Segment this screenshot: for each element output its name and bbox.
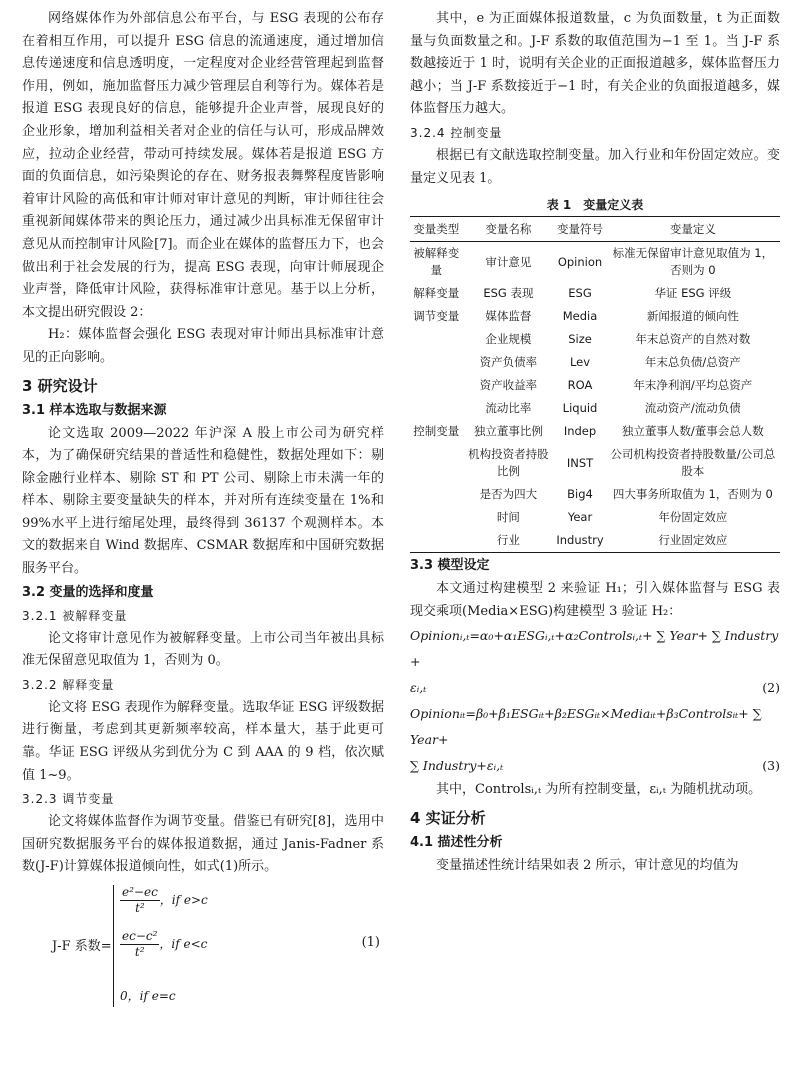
table-cell-name: 机构投资者持股比例 — [468, 447, 549, 479]
equation-3: Opinionᵢₜ=β₀+β₁ESGᵢₜ+β₂ESGᵢₜ×Mediaᵢₜ+β₃Controlsᵢₜ+ ∑ Year+ ∑ Industry+εᵢ,ₜ (3) — [410, 701, 780, 779]
paragraph-dependent: 论文将审计意见作为被解释变量。上市公司当年被出具标准无保留意见取值为 1，否则为 0。 — [22, 630, 384, 669]
table-cell-name: 时间 — [496, 510, 520, 525]
table-cell-symbol: Year — [567, 510, 593, 525]
table-cell-name: 是否为四大 — [479, 487, 538, 502]
table-cell-type: 控制变量 — [413, 424, 460, 439]
table-cell-def: 新闻报道的倾向性 — [646, 309, 739, 324]
table-cell-type: 解释变量 — [413, 286, 460, 301]
variable-definition-table — [410, 216, 780, 553]
subsection-heading-model: 3.3 模型设定 — [410, 558, 490, 574]
formula-case-2: $\frac{\text{ec−c²}}{\text{t²}}$ ，if e<c — [122, 929, 208, 959]
subsubsection-heading-moderator: 3.2.3 调节变量 — [22, 792, 115, 807]
table-cell-def: 年份固定效应 — [658, 510, 728, 525]
table-row — [410, 328, 780, 351]
paragraph-where: 其中，Controlsᵢ,ₜ 为所有控制变量，εᵢ,ₜ 为随机扰动项。 — [436, 782, 762, 798]
table-row — [410, 374, 780, 397]
paragraph-sample: 论文选取 2009—2022 年沪深 A 股上市公司为研究样本，为了确保研究结果的普适性和稳健性，数据处理如下：剔除金融行业样本、剔除 ST 和 PT 公司、剔除上市未满一年的样本、剔除主要变量缺失的样本，并对所有连续变量在 1%和 99%水平上进行缩尾处理，最终得到 36137 个观测样本。本文的数据来自 Wind 数据库、CSMAR 数据库和中国研究数据服务平台。 — [22, 425, 384, 577]
table-cell-def: 公司机构投资者持股数量/公司总股本 — [610, 447, 776, 479]
table-row — [410, 506, 780, 529]
subsection-heading-descriptive: 4.1 描述性分析 — [410, 834, 503, 850]
table-row — [410, 483, 780, 506]
table-cell-symbol: Indep — [563, 424, 597, 439]
table-cell-name: 独立董事比例 — [473, 424, 543, 439]
table-row — [410, 282, 780, 305]
paragraph-jf-explanation: 其中，e 为正面媒体报道数量，c 为负面数量，t 为正面数量与负面数量之和。J-F 系数的取值范围为−1 至 1。当 J-F 系数越接近于 1 时，说明有关企业的正面报道越多，媒体监督压力越小；当 J-F 系数接近于−1 时，有关企业的负面报道越多，媒体监督压力越大。 — [410, 11, 780, 117]
table-row — [410, 242, 780, 283]
table-cell-def: 流动资产/流动负债 — [644, 401, 741, 416]
table-header-cell: 变量定义 — [669, 222, 716, 237]
table-cell-name: 企业规模 — [485, 332, 532, 347]
table-header-row — [410, 217, 780, 242]
table-cell-type — [410, 328, 463, 351]
formula-case-3: 0，if e=c — [120, 989, 176, 1003]
table-cell-def: 标准无保留审计意见取值为 1，否则为 0 — [612, 246, 774, 278]
formula-number: (1) — [361, 935, 380, 950]
subsubsection-heading-controls: 3.2.4 控制变量 — [410, 125, 503, 140]
table-cell-type — [410, 529, 463, 553]
table-cell-symbol: Media — [562, 309, 598, 324]
table-cell-name: ESG 表现 — [483, 286, 534, 301]
table-cell-name: 资产负债率 — [479, 355, 538, 370]
table-cell-type — [410, 483, 463, 506]
formula-case-1: $\frac{\text{e²−ec}}{\text{t²}}$ ，if e>c — [122, 885, 208, 915]
table-cell-name: 审计意见 — [485, 254, 532, 269]
table-cell-symbol: Big4 — [567, 487, 593, 502]
table-cell-name: 媒体监督 — [485, 309, 532, 324]
table-header-cell: 变量符号 — [557, 222, 604, 237]
table-row — [410, 443, 780, 483]
left-column — [22, 8, 384, 1011]
table-cell-def: 年末总负债/总资产 — [644, 355, 741, 370]
right-column — [410, 8, 780, 878]
paragraph-model: 本文通过构建模型 2 来验证 H₁；引入媒体监督与 ESG 表现交乘项(Media×ESG)构建模型 3 验证 H₂： — [410, 581, 780, 619]
table-cell-symbol: INST — [566, 455, 594, 470]
equation-2: Opinionᵢ,ₜ=α₀+α₁ESGᵢ,ₜ+α₂Controlsᵢ,ₜ+ ∑ Year+ ∑ Industry + εᵢ,ₜ (2) — [410, 623, 780, 701]
table-row — [410, 351, 780, 374]
section-heading-empirical: 4 实证分析 — [410, 808, 486, 827]
table-cell-type — [410, 443, 463, 483]
table-cell-name: 行业 — [496, 533, 520, 548]
paragraph-descriptive: 变量描述性统计结果如表 2 所示，审计意见的均值为 — [436, 857, 739, 873]
table-cell-symbol: ROA — [567, 378, 593, 393]
paragraph-controls: 根据已有文献选取控制变量。加入行业和年份固定效应。变量定义见表 1。 — [410, 147, 780, 186]
table-cell-symbol: Opinion — [557, 254, 603, 269]
table-row — [410, 529, 780, 553]
table-header-cell: 变量名称 — [485, 222, 532, 237]
subsubsection-heading-independent: 3.2.2 解释变量 — [22, 677, 115, 692]
subsection-heading-variables: 3.2 变量的选择和度量 — [22, 584, 154, 600]
table-cell-symbol: Industry — [556, 533, 604, 548]
table-cell-type — [410, 397, 463, 420]
table-cell-symbol: Size — [568, 332, 592, 347]
table-row — [410, 420, 780, 443]
table-cell-type — [410, 351, 463, 374]
paragraph-independent: 论文将 ESG 表现作为解释变量。选取华证 ESG 评级数据进行衡量，考虑到其更新频率较高，样本量大，基于此更可靠。华证 ESG 评级从劣到优分为 C 到 AAA 的 9 档，依次赋值 1~9。 — [22, 699, 384, 783]
paragraph-moderator: 论文将媒体监督作为调节变量。借鉴已有研究[8]，选用中国研究数据服务平台的媒体报道数据，通过 Janis-Fadner 系数(J-F)计算媒体报道倾向性，如式(1)所示。 — [22, 814, 384, 875]
equation-number: (2) — [762, 680, 780, 696]
table-cell-symbol: ESG — [568, 286, 592, 301]
table-cell-def: 独立董事人数/董事会总人数 — [621, 424, 764, 439]
paragraph-media-esg: 网络媒体作为外部信息公布平台，与 ESG 表现的公布存在着相互作用，可以提升 ESG 信息的流通速度，通过增加信息传递速度和信息透明度，一定程度对企业经营管理起到监督作用，例如，施加监督压力减少管理层自利等行为。媒体若是报道 ESG 表现良好的信息，能够提升企业声誉，展现良好的企业形象，增加利益相关者对企业的信任与认可，形成品牌效应，拉动企业经营，带动可持续发展。媒体若是报道 ESG 方面的负面信息，如污染舆论的存在、财务报表舞弊程度皆影响着审计风险的高低和审计师对审计意见的判断，审计师往往会重视新闻媒体带来的舆论压力，通过减少出具标准无保留审计意见从而控制审计风险[7]。而企业在媒体的监督压力下，也会做出利于社会发展的行为，提高 ESG 表现，向审计师展现企业声誉，降低审计风险，获得标准审计意见。基于以上分析，本文提出研究假设 2： — [22, 11, 384, 320]
table-cell-name: 流动比率 — [485, 401, 532, 416]
table-cell-def: 年末净利润/平均总资产 — [633, 378, 753, 393]
table-cell-def: 行业固定效应 — [658, 533, 728, 548]
table-caption: 表 1 变量定义表 — [546, 198, 644, 213]
formula-brace — [113, 885, 120, 1007]
table-header-cell: 变量类型 — [413, 222, 460, 237]
equation-number: (3) — [762, 758, 780, 774]
table-cell-type — [410, 506, 463, 529]
subsection-heading-sample: 3.1 样本选取与数据来源 — [22, 402, 167, 418]
formula-label: J-F 系数= — [52, 939, 112, 954]
table-cell-type — [410, 374, 463, 397]
table-cell-name: 资产收益率 — [479, 378, 538, 393]
table-cell-symbol: Liquid — [562, 401, 598, 416]
hypothesis-h2: H₂：媒体监督会强化 ESG 表现对审计师出具标准审计意见的正向影响。 — [22, 327, 384, 365]
section-heading-research-design: 3 研究设计 — [22, 376, 98, 395]
table-row — [410, 305, 780, 328]
subsubsection-heading-dependent: 3.2.1 被解释变量 — [22, 608, 128, 623]
table-cell-type: 被解释变量 — [413, 246, 460, 278]
table-cell-type: 调节变量 — [413, 309, 460, 324]
table-cell-symbol: Lev — [569, 355, 591, 370]
table-cell-def: 华证 ESG 评级 — [654, 286, 732, 301]
table-row — [410, 397, 780, 420]
table-cell-def: 年末总资产的自然对数 — [635, 332, 751, 347]
table-cell-def: 四大事务所取值为 1，否则为 0 — [612, 487, 773, 502]
formula-jf — [22, 883, 384, 1011]
